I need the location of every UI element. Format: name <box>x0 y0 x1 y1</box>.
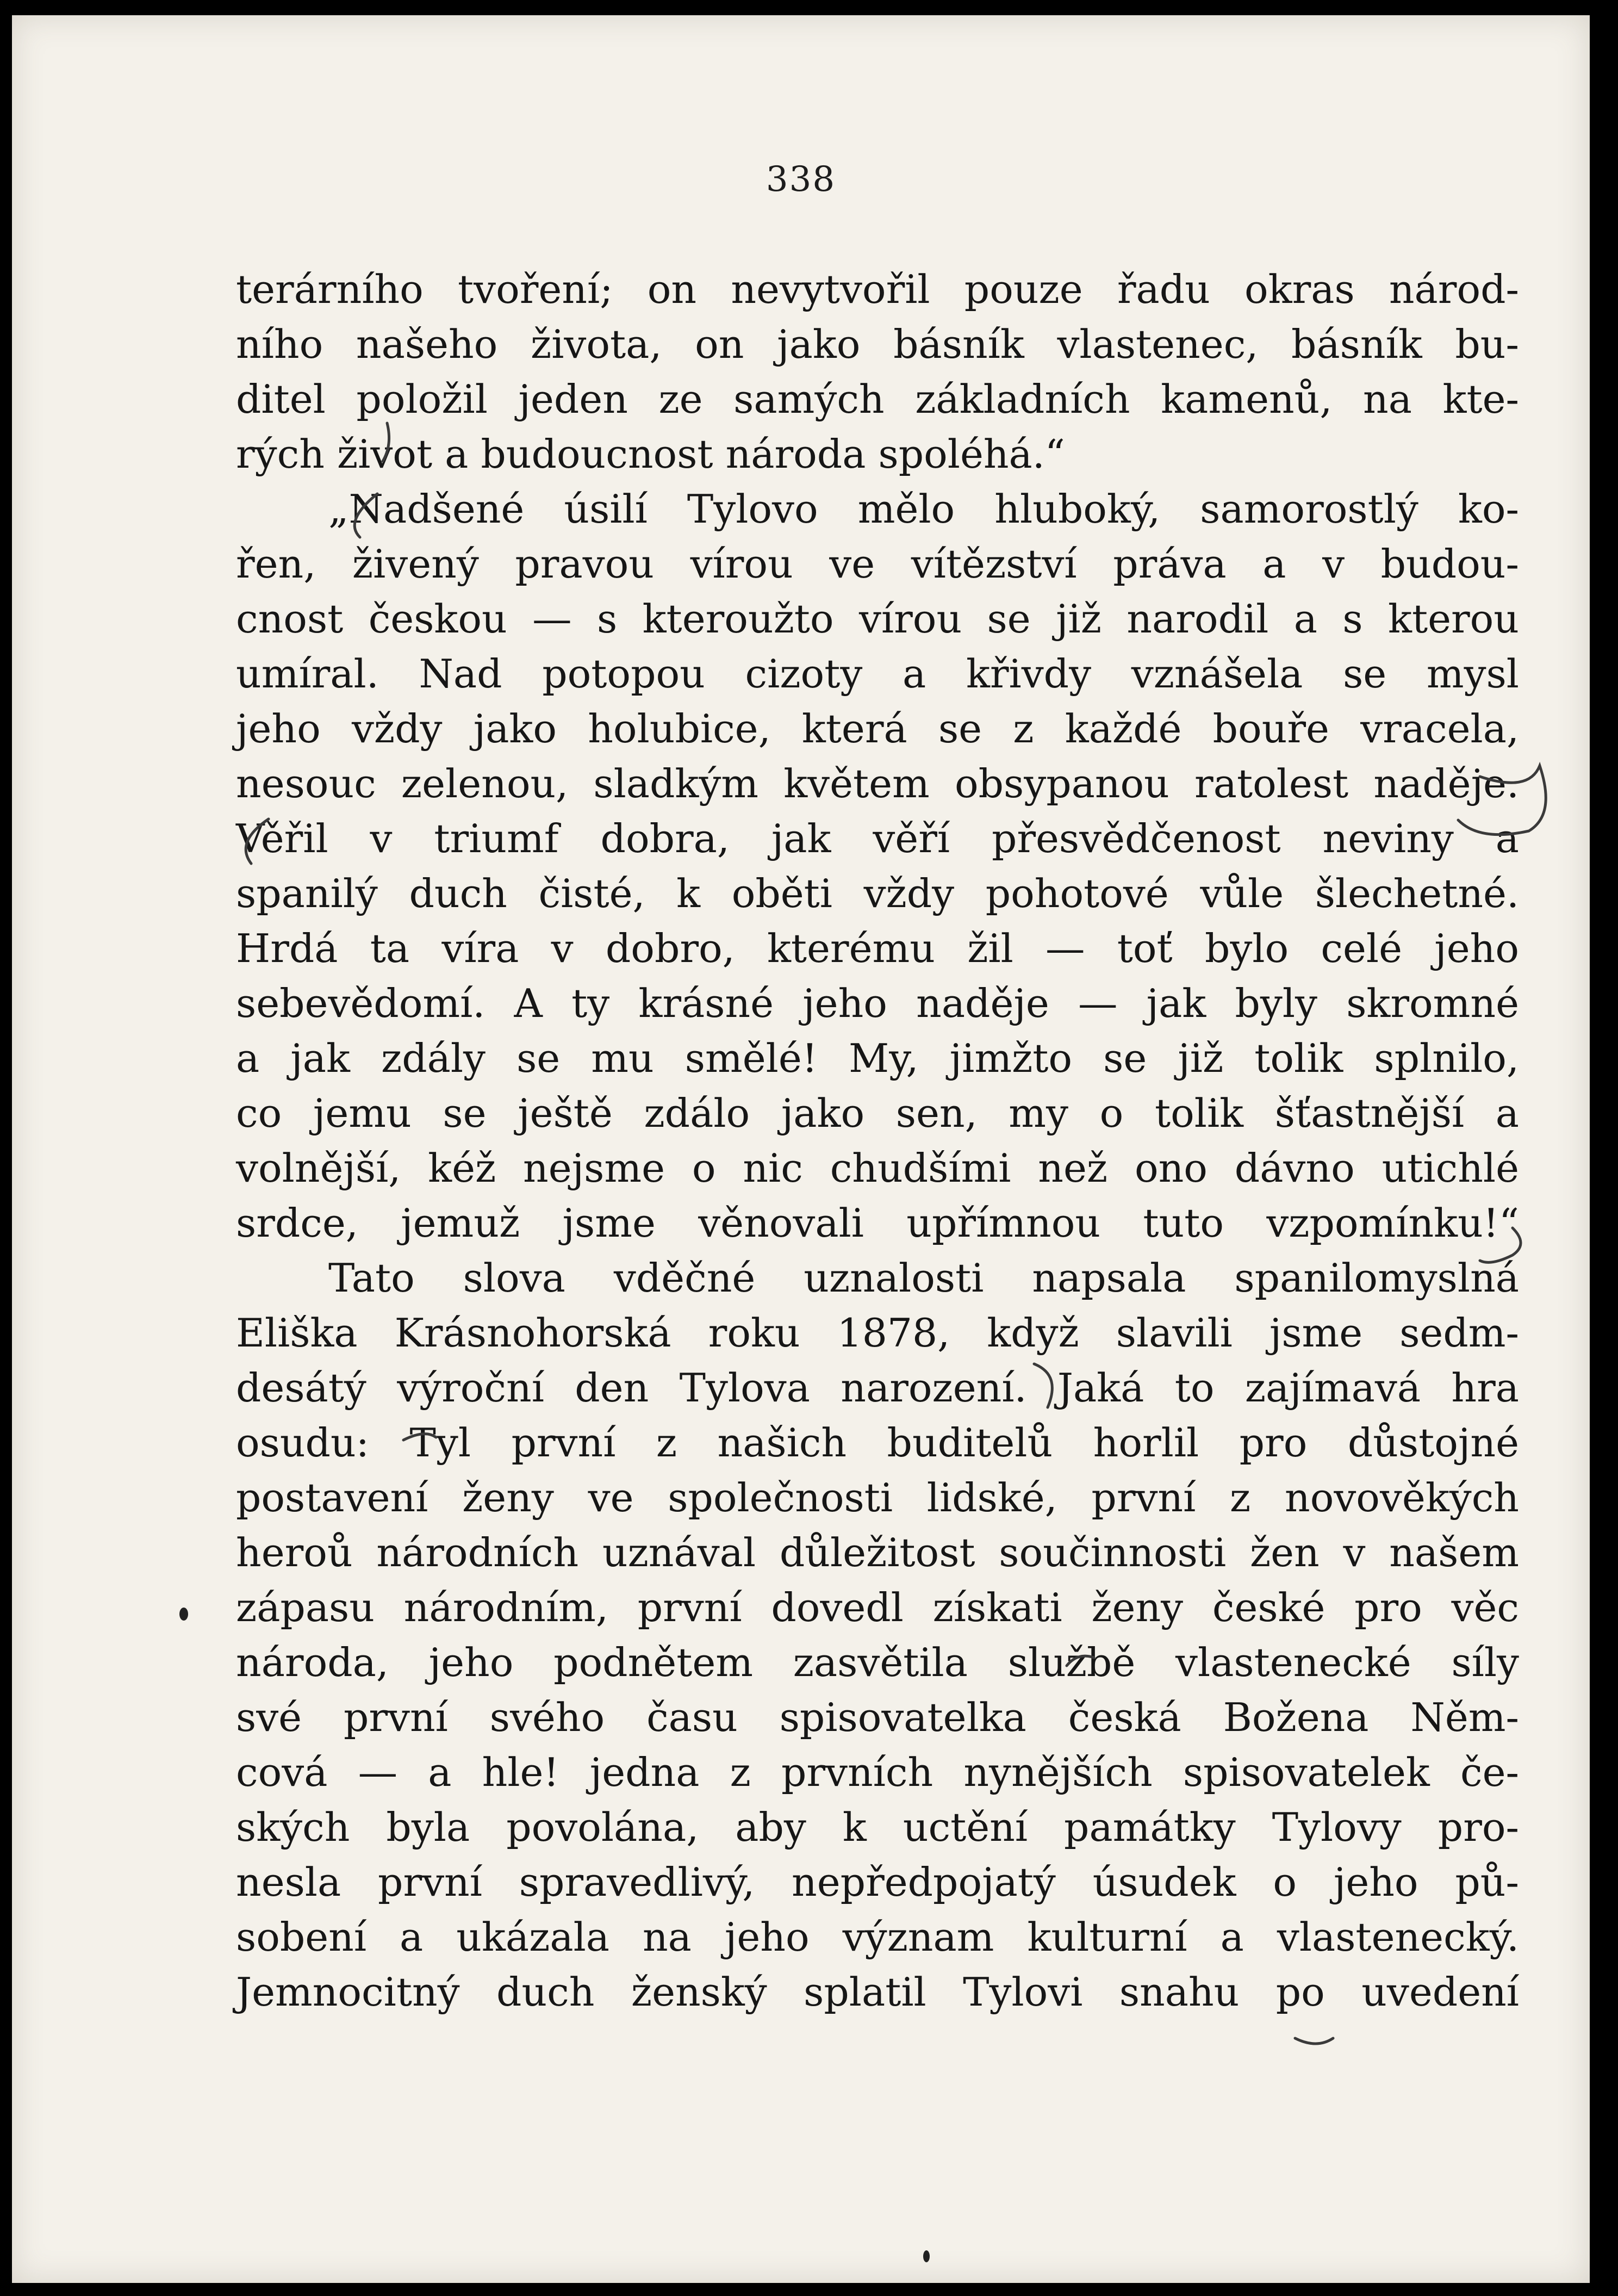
body-text <box>236 263 1519 2020</box>
text-line: ního našeho života, on jako básník vlastenec, básník bu- <box>236 322 1519 368</box>
text-line: rých život a budoucnost národa spoléhá.“ <box>236 432 1065 477</box>
text-line: Hrdá ta víra v dobro, kterému žil — toť bylo celé jeho <box>236 926 1519 972</box>
text-line: sebevědomí. A ty krásné jeho naděje — jak byly skromné <box>236 981 1519 1027</box>
text-line: své první svého času spisovatelka česká Božena Něm- <box>236 1695 1519 1741</box>
text-line: terárního tvoření; on nevytvořil pouze řadu okras národ- <box>236 267 1519 313</box>
text-line: Věřil v triumf dobra, jak věří přesvědčenost neviny a <box>236 816 1519 862</box>
text-line: Tato slova vděčné uznalosti napsala spanilomyslná <box>328 1256 1519 1301</box>
text-line: spanilý duch čisté, k oběti vždy pohotové vůle šlechetné. <box>236 871 1519 917</box>
text-line: ských byla povolána, aby k uctění památky Tylovy pro- <box>236 1805 1519 1851</box>
text-line: umíral. Nad potopou cizoty a křivdy vznášela se mysl <box>236 651 1519 697</box>
text-line: volnější, kéž nejsme o nic chudšími než ono dávno utichlé <box>236 1146 1519 1192</box>
text-line: cnost českou — s kteroužto vírou se již narodil a s kterou <box>236 597 1519 642</box>
text-line: „Nadšené úsilí Tylovo mělo hluboký, samorostlý ko- <box>328 487 1519 532</box>
text-line: co jemu se ještě zdálo jako sen, my o tolik šťastnější a <box>236 1091 1519 1137</box>
text-line: srdce, jemuž jsme věnovali upřímnou tuto vzpomínku!“ <box>236 1201 1519 1246</box>
ink-speck <box>923 2250 930 2262</box>
text-line: sobení a ukázala na jeho význam kulturní a vlastenecký. <box>236 1915 1519 1960</box>
text-line: Jemnocitný duch ženský splatil Tylovi snahu po uvedení <box>236 1970 1519 2015</box>
text-line: jeho vždy jako holubice, která se z každé bouře vracela, <box>236 706 1519 752</box>
book-page <box>12 15 1590 2283</box>
text-line: osudu: Tyl první z našich buditelů horlil pro důstojné <box>236 1420 1519 1466</box>
text-line: ditel položil jeden ze samých základních kamenů, na kte- <box>236 377 1519 423</box>
pencil-stroke-icon <box>1295 2038 1333 2044</box>
text-line: a jak zdály se mu smělé! My, jimžto se již tolik splnilo, <box>236 1036 1519 1082</box>
text-line: nesouc zelenou, sladkým květem obsypanou ratolest naděje. <box>236 761 1519 807</box>
text-line: nesla první spravedlivý, nepředpojatý úsudek o jeho pů- <box>236 1860 1519 1906</box>
text-line: Eliška Krásnohorská roku 1878, když slavili jsme sedm- <box>236 1311 1519 1356</box>
text-line: postavení ženy ve společnosti lidské, první z novověkých <box>236 1475 1519 1521</box>
text-line: cová — a hle! jedna z prvních nynějších spisovatelek če- <box>236 1750 1519 1796</box>
text-line: zápasu národním, první dovedl získati ženy české pro věc <box>236 1585 1519 1631</box>
text-line: řen, živený pravou vírou ve vítězství práva a v budou- <box>236 542 1519 587</box>
ink-speck <box>179 1608 188 1621</box>
text-line: desátý výroční den Tylova narození. Jaká to zajímavá hra <box>236 1366 1519 1411</box>
page-number: 338 <box>766 159 836 200</box>
text-line: národa, jeho podnětem zasvětila službě vlastenecké síly <box>236 1640 1519 1686</box>
text-line: heroů národních uznával důležitost součinnosti žen v našem <box>236 1530 1519 1576</box>
